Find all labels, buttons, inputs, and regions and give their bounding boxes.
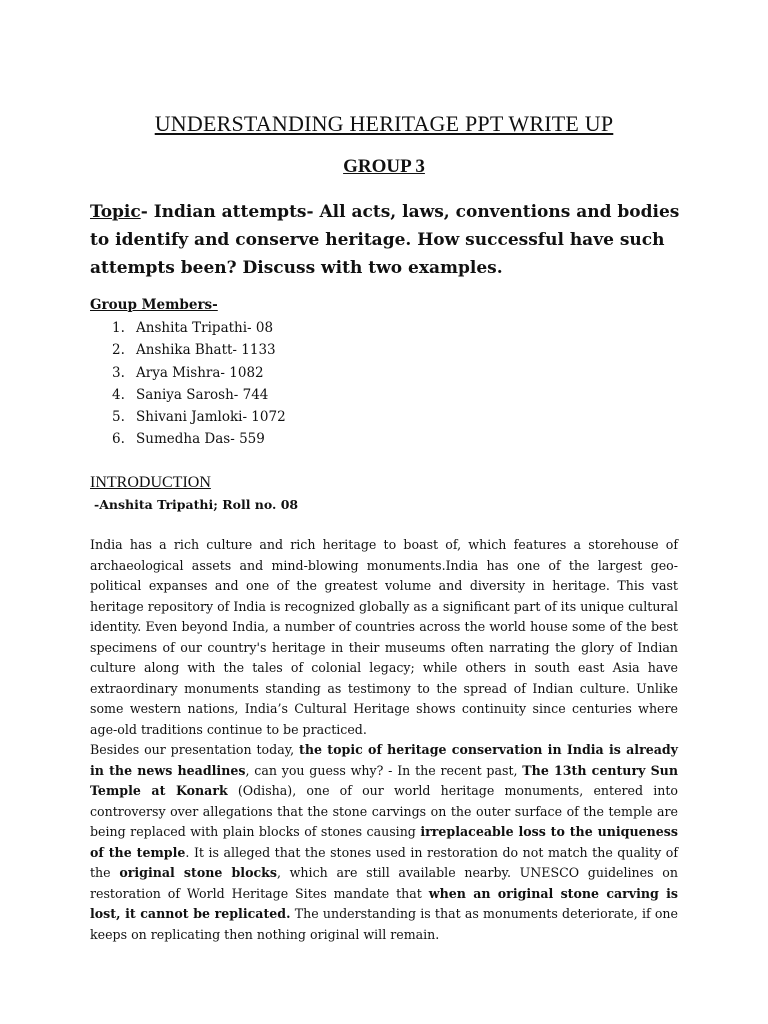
list-number: 1. [112, 320, 125, 336]
list-number: 4. [112, 386, 125, 403]
paragraph-2-text-2: , can you guess why? - In the recent past, [245, 762, 523, 778]
paragraph-2-bold-2: The 13th century Sun Temple at Konark [90, 762, 678, 798]
member-name: Shivani Jamloki- 1072 [136, 409, 286, 426]
paragraph-2-text-4: . It is alleged that the stones used in restoration do not match the quality of the [90, 844, 678, 880]
member-name: Anshika Bhatt- 1133 [136, 342, 276, 359]
document-title: UNDERSTANDING HERITAGE PPT WRITE UP [154, 111, 614, 136]
paragraph-2-text-3: (Odisha), one of our world heritage monuments, entered into controversy over allegations that the stone carvings on the outer surface of the temple are being replaced with plain blocks of stones causing [90, 783, 679, 839]
topic-text: - Indian attempts- All acts, laws, conventions and bodies to identify and conserve heritage. How successful have such attempts been? Discuss with two examples. [90, 202, 680, 278]
member-name: Sumedha Das- 559 [136, 431, 265, 448]
list-number: 5. [112, 409, 125, 426]
list-item [112, 362, 286, 384]
list-item [112, 406, 286, 428]
body-text [90, 535, 678, 945]
paragraph-2-bold-1: the topic of heritage conservation in India is already in the news headlines [90, 742, 678, 778]
list-item [112, 384, 286, 406]
members-list [112, 317, 286, 451]
introduction-author: -Anshita Tripathi; Roll no. 08 [94, 497, 299, 512]
member-name: Anshita Tripathi- 08 [136, 320, 274, 336]
topic-label: Topic [90, 202, 141, 222]
paragraph-1: India has a rich culture and rich heritage to boast of, which features a storehouse of archaeological assets and mind-blowing monuments.India has one of the largest geo-political expanses and one of the greatest volume and diversity in heritage. This vast heritage repository of India is recognized globally as a significant part of its unique cultural identity. Even beyond India, a number of countries across the world house some of the best specimens of our country's heritage in their museums often narrating the glory of Indian culture along with the tales of colonial legacy; while others in south east Asia have extraordinary monuments standing as testimony to the spread of Indian culture. Unlike some western nations, India’s Cultural Heritage shows continuity since centuries where age-old traditions continue to be practiced. [90, 537, 678, 737]
list-number: 2. [112, 342, 125, 359]
paragraph-2 [90, 740, 678, 945]
list-item [112, 428, 286, 450]
paragraph-2-text-1: Besides our presentation today, [90, 742, 300, 757]
paragraph-2-bold-3: irreplaceable loss to the uniqueness of the temple [90, 824, 678, 860]
group-heading: GROUP 3 [343, 156, 425, 177]
paragraph-2-text-6: The understanding is that as monuments deteriorate, if one keeps on replicating then nothing original will remain. [90, 906, 678, 942]
list-item [112, 317, 286, 339]
list-number: 3. [112, 364, 125, 381]
topic-paragraph [90, 198, 690, 282]
members-heading: Group Members- [90, 297, 218, 313]
member-name: Arya Mishra- 1082 [136, 364, 264, 381]
paragraph-2-text-5: , which are still available nearby. UNESCO guidelines on restoration of World Heritage Sites mandate that [90, 865, 678, 901]
member-name: Saniya Sarosh- 744 [136, 386, 269, 403]
list-item [112, 339, 286, 361]
introduction-heading: INTRODUCTION [90, 474, 211, 491]
paragraph-2-bold-5: when an original stone carving is lost, it cannot be replicated. [90, 885, 678, 921]
paragraph-2-bold-4: original stone blocks [119, 865, 277, 880]
list-number: 6. [112, 431, 125, 448]
